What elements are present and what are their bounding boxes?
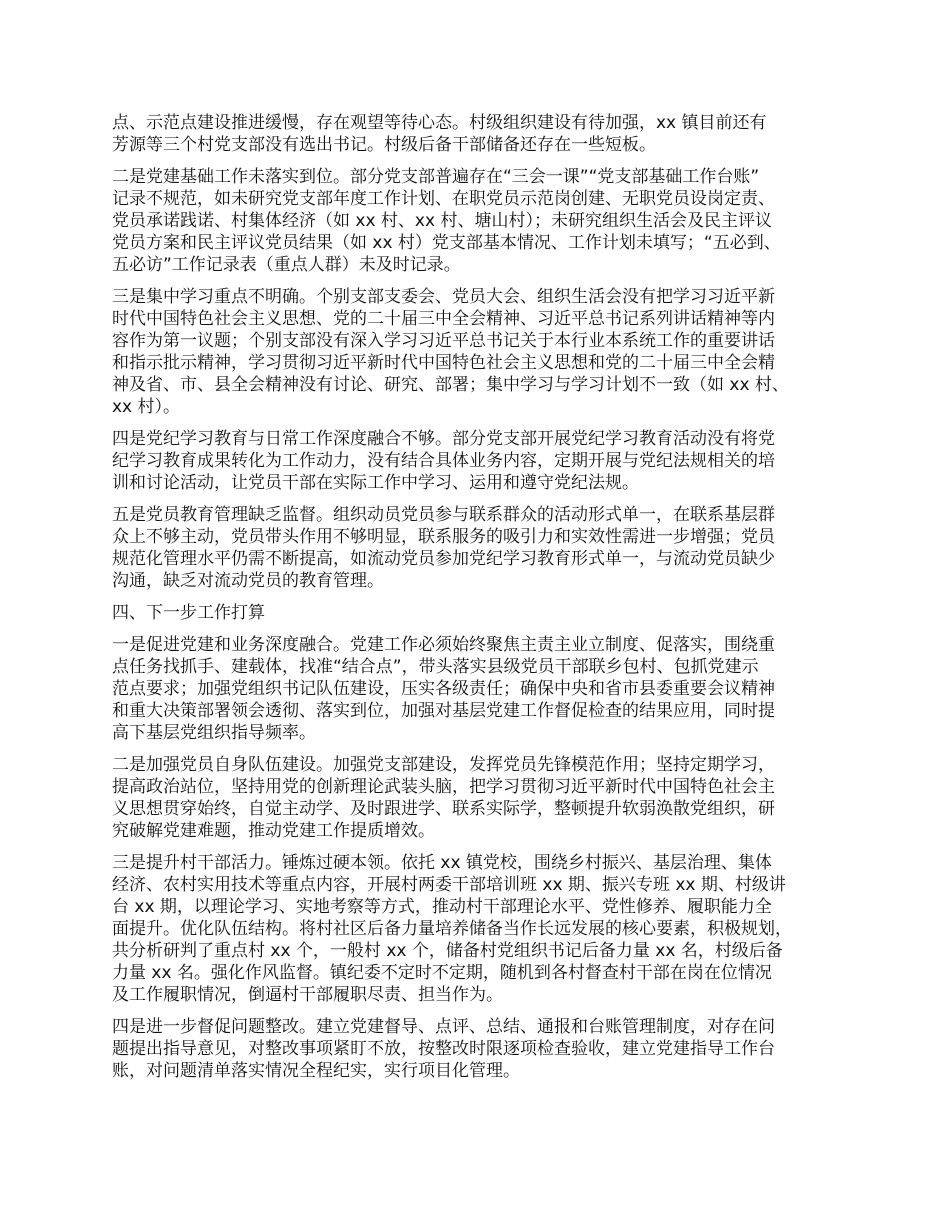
paragraph-plan-4-rectification: 四是进一步督促问题整改。建立党建督导、点评、总结、通报和台账管理制度，对存在问 题提出指导意见，对整改事项紧盯不放，按整改时限逐项检查验收，建立党建指导工作台 账，对问题清单落实情况全程纪实，实行项目化管理。 bbox=[112, 1017, 775, 1081]
paragraph-point-5-member-management: 五是党员教育管理缺乏监督。组织动员党员参与联系群众的活动形式单一，在联系基层群 众上不够主动，党员带头作用不够明显，联系服务的吸引力和实效性需进一步增强；党员 规范化管理水平仍需不断提高，如流动党员参加党纪学习教育形式单一，与流动党员缺少 沟通，缺乏对流动党员的教育管理。 bbox=[112, 505, 775, 591]
paragraph-continuation: 点、示范点建设推进缓慢，存在观望等待心态。村级组织建设有待加强，xx 镇目前还有 芳源等三个村党支部没有选出书记。村级后备干部储备还存在一些短板。 bbox=[112, 113, 767, 155]
paragraph-plan-3-village-cadres: 三是提升村干部活力。锤炼过硬本领。依托 xx 镇党校，围绕乡村振兴、基层治理、集体 经济、农村实用技术等重点内容，开展村两委干部培训班 xx 期、振兴专班 xx 期、村级讲 台 xx 期，以理论学习、实地考察等方式，推动村干部理论水平、党性修养、履职能力全 面提升。优化队伍结构。将村社区后备力量培养储备当作长远发展的核心要素，积极规划， 共分析研判了重点村 xx 个，一般村 xx 个，储备村党组织书记后备力量 xx 名，村级后备 力量 xx 名。强化作风监督。镇纪委不定时不定期，随机到各村督查村干部在岗在位情况 及工作履职情况，倒逼村干部履职尽责、担当作为。 bbox=[112, 853, 792, 1005]
paragraph-plan-2-team-building: 二是加强党员自身队伍建设。加强党支部建设，发挥党员先锋模范作用；坚持定期学习， 提高政治站位，坚持用党的创新理论武装头脑，把学习贯彻习近平新时代中国特色社会主 义思想贯穿始终，自觉主动学、及时跟进学、联系实际学，整顿提升软弱涣散党组织，研 究破解党建难题，推动党建工作提质增效。 bbox=[112, 755, 775, 841]
paragraph-point-4-discipline-education: 四是党纪学习教育与日常工作深度融合不够。部分党支部开展党纪学习教育活动没有将党 纪学习教育成果转化为工作动力，没有结合具体业务内容，定期开展与党纪法规相关的培 训和讨论活动，让党员干部在实际工作中学习、运用和遵守党纪法规。 bbox=[112, 429, 775, 493]
paragraph-point-3-study-focus: 三是集中学习重点不明确。个别支部支委会、党员大会、组织生活会没有把学习习近平新 时代中国特色社会主义思想、党的二十届三中全会精神、习近平总书记系列讲话精神等内 容作为第一议题；个别支部没有深入学习习近平总书记关于本行业本系统工作的重要讲话 和指示批示精神，学习贯彻习近平新时代中国特色社会主义思想和党的二十届三中全会精 神及省、市、县全会精神没有讨论、研究、部署；集中学习与学习计划不一致（如 xx 村、 xx 村）。 bbox=[112, 287, 789, 417]
section-heading-next-steps: 四、下一步工作打算 bbox=[112, 603, 265, 623]
paragraph-plan-1-integration: 一是促进党建和业务深度融合。党建工作必须始终聚焦主责主业立制度、促落实，围绕重 点任务找抓手、建载体，找准“结合点”，带头落实县级党员干部联乡包村、包抓党建示 范点要求；加强党组织书记队伍建设，压实各级责任；确保中央和省市县委重要会议精神 和重大决策部署领会透彻、落实到位，加强对基层党建工作督促检查的结果应用，同时提 高下基层党组织指导频率。 bbox=[112, 635, 775, 743]
paragraph-point-2-foundation-work: 二是党建基础工作未落实到位。部分党支部普遍存在“三会一课”“党支部基础工作台账” 记录不规范，如未研究党支部年度工作计划、在职党员示范岗创建、无职党员设岗定责、 党员承诺践诺、村集体经济（如 xx 村、xx 村、塘山村）；未研究组织生活会及民主评议 党员方案和民主评议党员结果（如 xx 村）党支部基本情况、工作计划未填写；“五必到、 五必访”工作记录表（重点人群）未及时记录。 bbox=[112, 167, 781, 275]
document-page bbox=[112, 112, 854, 1092]
